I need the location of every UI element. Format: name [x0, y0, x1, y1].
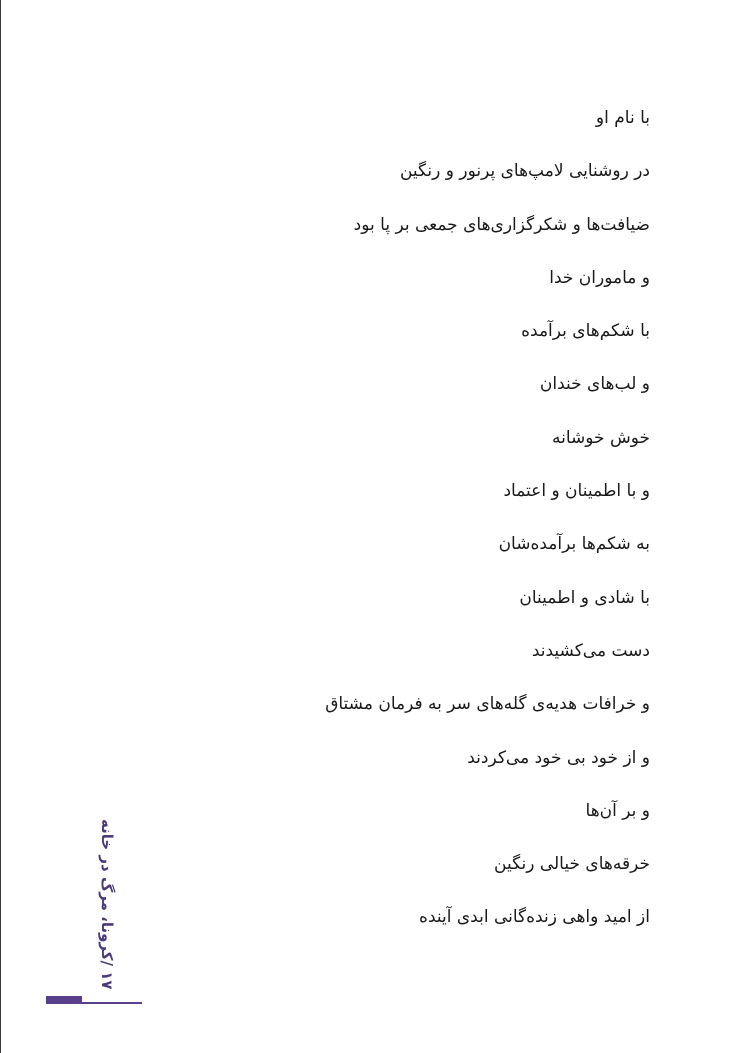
poem-line: به شکم‌ها برآمده‌شان: [498, 534, 650, 555]
poem-line: و از خود بی خود می‌کردند: [467, 747, 650, 768]
poem-line: با شادی و اطمینان: [519, 587, 650, 608]
poem-line: و لب‌های خندان: [539, 374, 650, 395]
poem-line: و ماموران خدا: [549, 267, 650, 288]
poem-line: خوش خوشانه: [551, 427, 650, 448]
poem-line: با شکم‌های برآمده: [521, 321, 650, 342]
poem-line: دست می‌کشیدند: [531, 640, 650, 661]
poem-line: ضیافت‌ها و شکرگزاری‌های جمعی بر پا بود: [353, 214, 650, 235]
running-title-page-number: ۱۷ /کرونا، مرگ در خانه: [98, 819, 116, 990]
poem-line: و با اطمینان و اعتماد: [503, 481, 650, 502]
poem-body: [90, 104, 650, 957]
poem-line: با نام او: [595, 108, 650, 128]
poem-line: و خرافات هدیه‌ی گله‌های سر به فرمان مشتاق: [325, 694, 650, 715]
page-left-border: [0, 0, 1, 1053]
poem-line: از امید واهی زنده‌گانی ابدی آینده: [419, 907, 650, 928]
footer-rule-accent: [46, 996, 82, 1004]
poem-line: و بر آن‌ها: [585, 800, 650, 821]
poem-line: در روشنایی لامپ‌های پرنور و رنگین: [399, 161, 650, 182]
poem-line: خرقه‌های خیالی رنگین: [494, 854, 650, 875]
